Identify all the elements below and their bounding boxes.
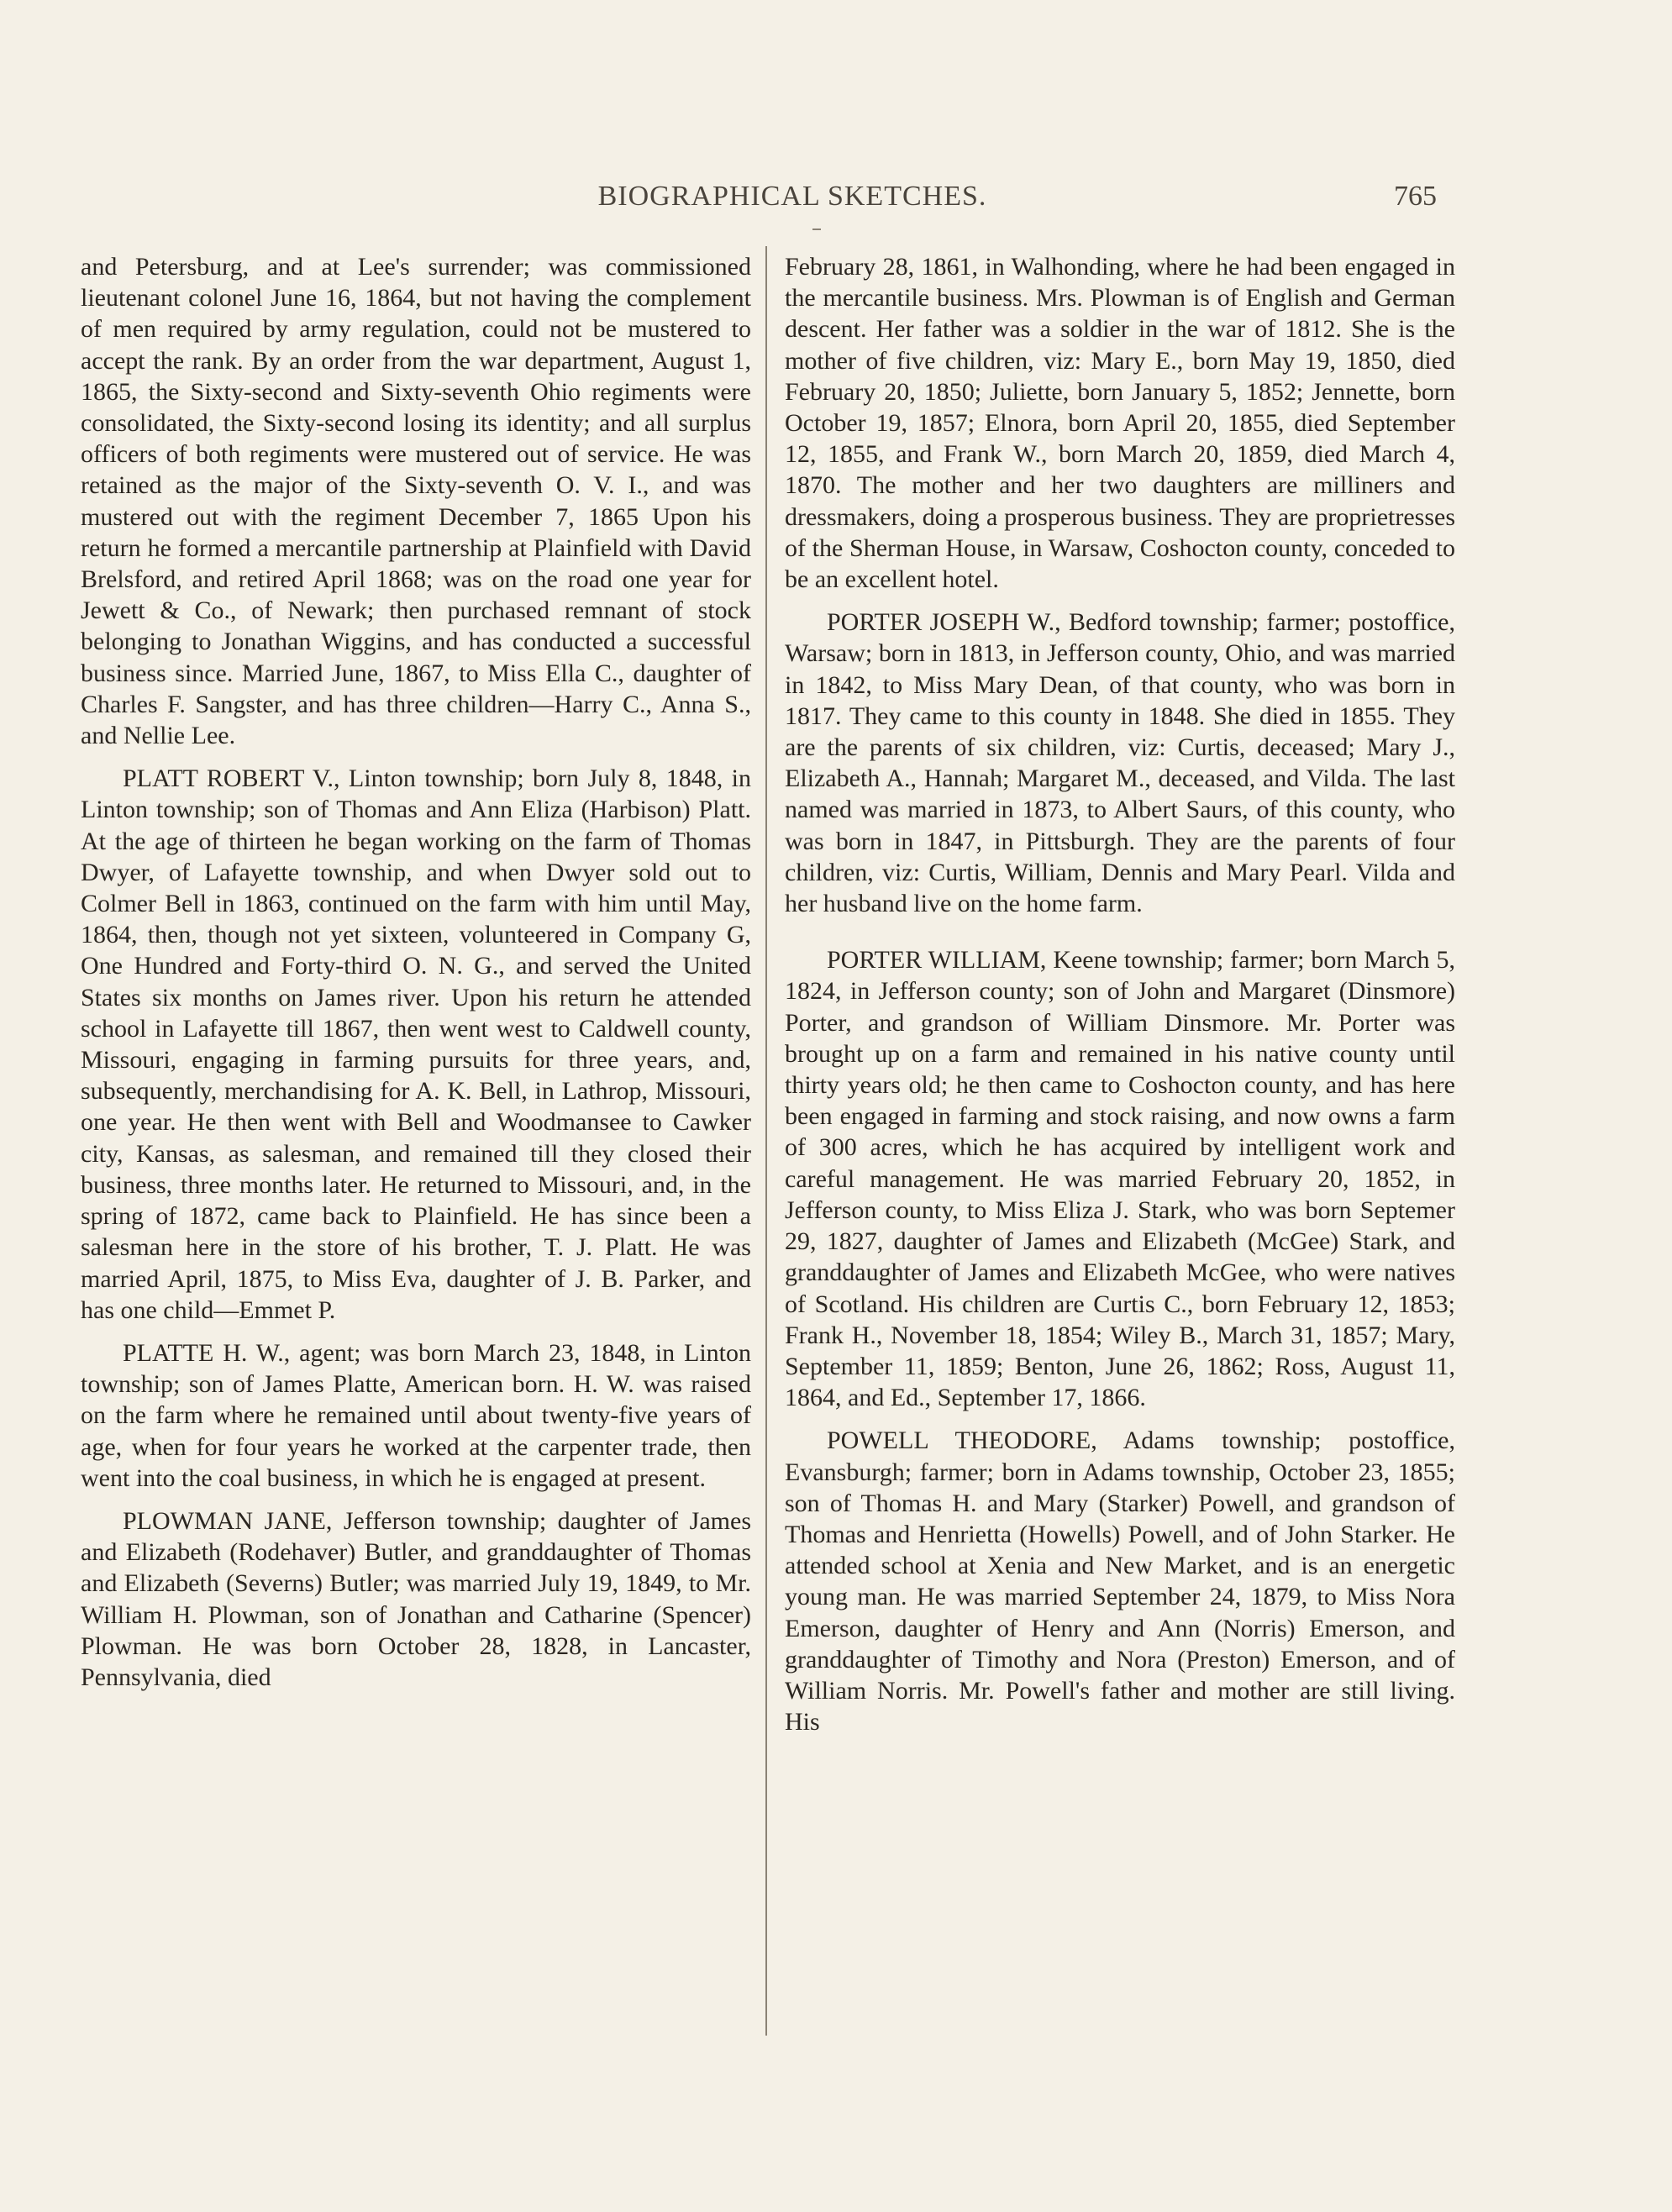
entry-porter-william: PORTER WILLIAM, Keene township; farmer; born March 5, 1824, in Jefferson county; son of John and Margaret (Dinsmore) Porter, and grandson of William Dinsmore. Mr. Porter was brought up on a farm and remained in his native county until thirty years old; he then came to Coshocton county, and has here been engaged in farming and stock raising, and now owns a farm of 300 acres, which he has acquired by intelligent work and careful management. He was married February 20, 1852, in Jefferson county, to Miss Eliza J. Stark, who was born Septemer 29, 1827, daughter of James and Elizabeth (McGee) Stark, and granddaughter of James and Elizabeth McGee, who were natives of Scotland. His children are Curtis C., born February 12, 1853; Frank H., November 18, 1854; Wiley B., March 31, 1857; Mary, September 11, 1859; Benton, June 26, 1862; Ross, August 11, 1864, and Ed., September 17, 1866. bbox=[785, 946, 1455, 1412]
right-column bbox=[785, 251, 1455, 1737]
entry-platte-hw: PLATTE H. W., agent; was born March 23, 1848, in Linton township; son of James Platte, American born. H. W. was raised on the farm where he remained until about twenty-five years of age, when for four years he worked at the carpenter trade, then went into the coal business, in which he is engaged at present. bbox=[81, 1338, 751, 1492]
entry-powell-theodore: POWELL THEODORE, Adams township; postoffice, Evansburgh; farmer; born in Adams township, October 23, 1855; son of Thomas H. and Mary (Starker) Powell, and grandson of Thomas and Henrietta (Howells) Powell, and of John Starker. He attended school at Xenia and New Market, and is an energetic young man. He was married September 24, 1879, to Miss Nora Emerson, daughter of Henry and Ann (Norris) Emerson, and granddaughter of Timothy and Nora (Preston) Emerson, and of William Norris. Mr. Powell's father and mother are still living. His bbox=[785, 1427, 1455, 1736]
paragraph-continuation: February 28, 1861, in Walhonding, where he had been engaged in the mercantile business. Mrs. Plowman is of English and German descent. Her father was a soldier in the war of 1812. She is the mother of five children, viz: Mary E., born May 19, 1850, died February 20, 1850; Juliette, born January 5, 1852; Jennette, born October 19, 1857; Elnora, born April 20, 1855, died September 12, 1855, and Frank W., born March 20, 1859, died March 4, 1870. The mother and her two daughters are milliners and dressmakers, doing a prosperous business. They are proprietresses of the Sherman House, in Warsaw, Coshocton county, conceded to be an excellent hotel. bbox=[785, 253, 1455, 594]
page-number: 765 bbox=[1394, 181, 1437, 212]
entry-plowman-jane: PLOWMAN JANE, Jefferson township; daughter of James and Elizabeth (Rodehaver) Butler, and granddaughter of Thomas and Elizabeth (Severns) Butler; was married July 19, 1849, to Mr. William H. Plowman, son of Jonathan and Catharine (Spencer) Plowman. He was born October 28, 1828, in Lancaster, Pennsylvania, died bbox=[81, 1506, 751, 1691]
entry-platt-robert: PLATT ROBERT V., Linton township; born July 8, 1848, in Linton township; son of Thomas and Ann Eliza (Harbison) Platt. At the age of thirteen he began working on the farm of Thomas Dwyer, of Lafayette township, and when Dwyer sold out to Colmer Bell in 1863, continued on the farm with him until May, 1864, then, though not yet sixteen, volunteered in Company G, One Hundred and Forty-third O. N. G., and served the United States six months on James river. Upon his return he attended school in Lafayette till 1867, then went west to Caldwell county, Missouri, engaging in farming pursuits for three years, and, subsequently, merchandising for A. K. Bell, in Lathrop, Missouri, one year. He then went with Bell and Woodmansee to Cawker city, Kansas, as salesman, and remained till they closed their business, three months later. He returned to Missouri, and, in the spring of 1872, came back to Plainfield. He has since been a salesman here in the store of his brother, T. J. Platt. He was married April, 1875, to Miss Eva, daughter of J. B. Parker, and has one child—Emmet P. bbox=[81, 764, 751, 1324]
column-divider bbox=[765, 246, 767, 2036]
page-title: BIOGRAPHICAL SKETCHES. bbox=[597, 181, 987, 212]
running-head bbox=[0, 181, 1672, 231]
paragraph-continuation: and Petersburg, and at Lee's surrender; was commissioned lieutenant colonel June 16, 1864, but not having the complement of men required by army regulation, could not be mustered to accept the rank. By an order from the war department, August 1, 1865, the Sixty-second and Sixty-seventh Ohio regiments were consolidated, the Sixty-second losing its identity; and all surplus officers of both regiments were mustered out of service. He was retained as the major of the Sixty-seventh O. V. I., and was mustered out with the regiment December 7, 1865 Upon his return he formed a mercantile partnership at Plainfield with David Brelsford, and retired April 1868; was on the road one year for Jewett & Co., of Newark; then purchased remnant of stock belonging to Jonathan Wiggins, and has conducted a successful business since. Married June, 1867, to Miss Ella C., daughter of Charles F. Sangster, and has three children—Harry C., Anna S., and Nellie Lee. bbox=[81, 253, 751, 750]
entry-porter-joseph: PORTER JOSEPH W., Bedford township; farmer; postoffice, Warsaw; born in 1813, in Jefferson county, Ohio, and was married in 1842, to Miss Mary Dean, of that county, who was born in 1817. They came to this county in 1848. She died in 1855. They are the parents of six children, viz: Curtis, deceased; Mary J., Elizabeth A., Hannah; Margaret M., deceased, and Vilda. The last named was married in 1873, to Albert Saurs, of this county, who was born in 1847, in Pittsburgh. They are the parents of four children, viz: Curtis, William, Dennis and Mary Pearl. Vilda and her husband live on the home farm. bbox=[785, 608, 1455, 918]
left-column bbox=[81, 251, 751, 1693]
header-mark bbox=[812, 229, 821, 230]
